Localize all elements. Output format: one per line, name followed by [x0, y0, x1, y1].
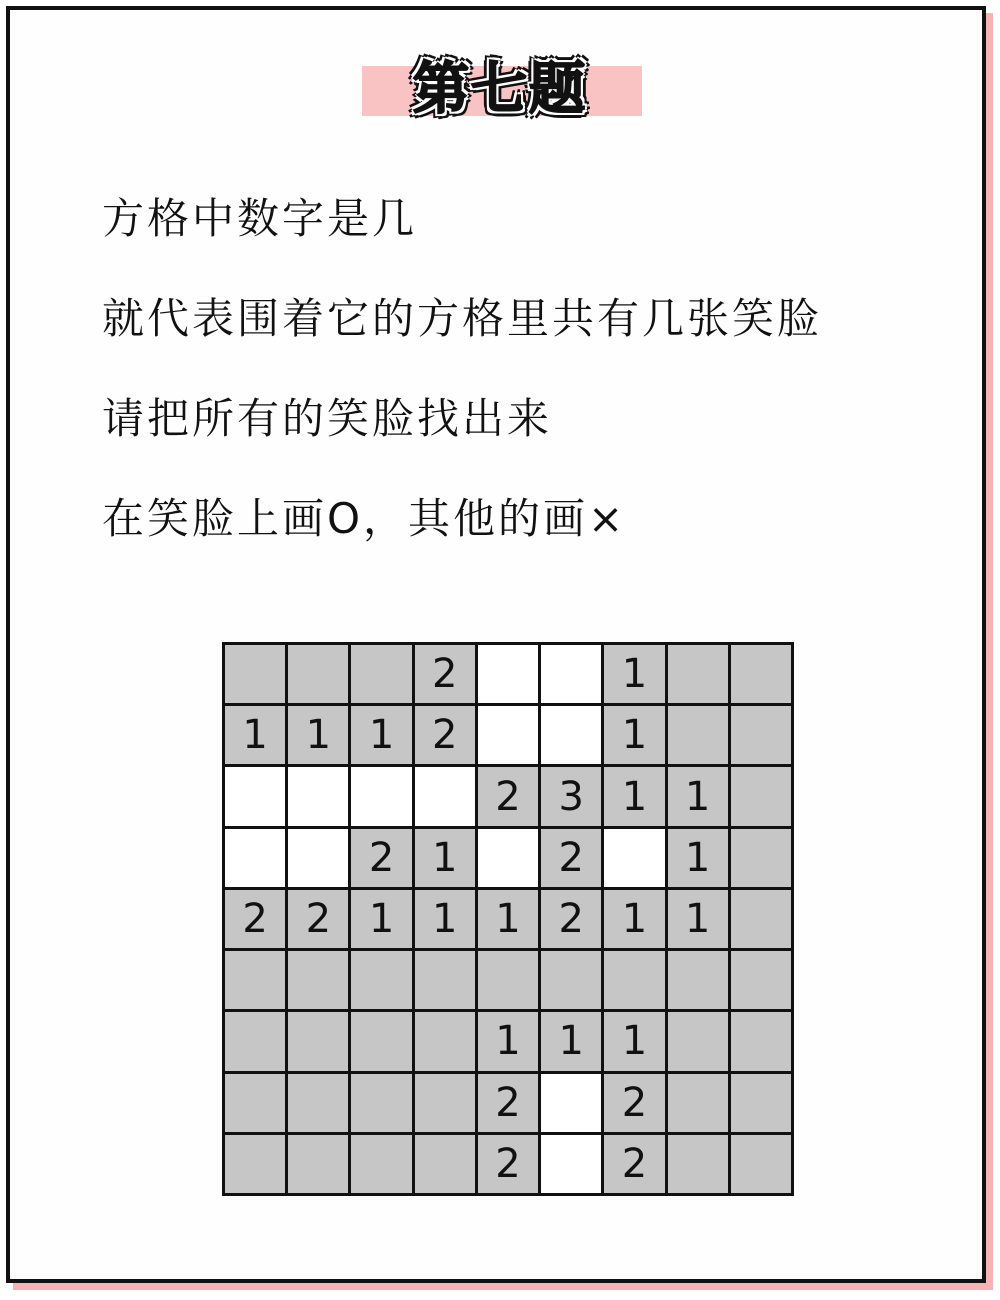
grid-cell-r9-c1[interactable] — [225, 1135, 285, 1193]
grid-cell-r2-c2[interactable]: 1 — [288, 706, 348, 764]
grid-cell-r4-c1[interactable] — [225, 829, 285, 887]
instruction-line-1: 方格中数字是几 — [102, 194, 418, 243]
grid-cell-r6-c3[interactable] — [351, 951, 411, 1009]
grid-cell-r3-c4[interactable] — [415, 767, 475, 825]
grid-cell-r5-c4[interactable]: 1 — [415, 890, 475, 948]
grid-cell-r9-c5[interactable]: 2 — [478, 1135, 538, 1193]
grid-cell-r8-c5[interactable]: 2 — [478, 1074, 538, 1132]
grid-cell-r5-c2[interactable]: 2 — [288, 890, 348, 948]
grid-cell-r9-c2[interactable] — [288, 1135, 348, 1193]
grid-cell-r7-c9[interactable] — [731, 1012, 791, 1070]
grid-cell-r2-c7[interactable]: 1 — [604, 706, 664, 764]
grid-cell-r8-c9[interactable] — [731, 1074, 791, 1132]
grid-cell-r3-c9[interactable] — [731, 767, 791, 825]
grid-cell-r3-c1[interactable] — [225, 767, 285, 825]
grid-cell-r7-c5[interactable]: 1 — [478, 1012, 538, 1070]
grid-cell-r3-c6[interactable]: 3 — [541, 767, 601, 825]
grid-cell-r8-c7[interactable]: 2 — [604, 1074, 664, 1132]
instruction-line-4: 在笑脸上画O，其他的画× — [102, 494, 627, 543]
grid-cell-r6-c8[interactable] — [668, 951, 728, 1009]
grid-cell-r9-c7[interactable]: 2 — [604, 1135, 664, 1193]
grid-cell-r1-c3[interactable] — [351, 645, 411, 703]
grid-cell-r9-c8[interactable] — [668, 1135, 728, 1193]
instruction-line-3: 请把所有的笑脸找出来 — [102, 394, 553, 443]
grid-cell-r3-c7[interactable]: 1 — [604, 767, 664, 825]
grid-cell-r6-c5[interactable] — [478, 951, 538, 1009]
grid-cell-r7-c1[interactable] — [225, 1012, 285, 1070]
grid-cell-r7-c8[interactable] — [668, 1012, 728, 1070]
grid-cell-r2-c9[interactable] — [731, 706, 791, 764]
grid-cell-r9-c3[interactable] — [351, 1135, 411, 1193]
grid-cell-r4-c6[interactable]: 2 — [541, 829, 601, 887]
grid-cell-r4-c8[interactable]: 1 — [668, 829, 728, 887]
grid-cell-r9-c9[interactable] — [731, 1135, 791, 1193]
grid-cell-r7-c7[interactable]: 1 — [604, 1012, 664, 1070]
grid-cell-r8-c1[interactable] — [225, 1074, 285, 1132]
grid-cell-r2-c4[interactable]: 2 — [415, 706, 475, 764]
puzzle-grid — [222, 642, 794, 1196]
instruction-line-2: 就代表围着它的方格里共有几张笑脸 — [102, 294, 823, 343]
grid-cell-r3-c3[interactable] — [351, 767, 411, 825]
grid-cell-r1-c2[interactable] — [288, 645, 348, 703]
grid-cell-r3-c5[interactable]: 2 — [478, 767, 538, 825]
grid-cell-r6-c1[interactable] — [225, 951, 285, 1009]
grid-cell-r5-c3[interactable]: 1 — [351, 890, 411, 948]
grid-cell-r4-c5[interactable] — [478, 829, 538, 887]
grid-cell-r7-c3[interactable] — [351, 1012, 411, 1070]
grid-cell-r8-c8[interactable] — [668, 1074, 728, 1132]
grid-cell-r9-c4[interactable] — [415, 1135, 475, 1193]
grid-cell-r2-c3[interactable]: 1 — [351, 706, 411, 764]
grid-cell-r6-c2[interactable] — [288, 951, 348, 1009]
grid-cell-r7-c4[interactable] — [415, 1012, 475, 1070]
grid-cell-r5-c9[interactable] — [731, 890, 791, 948]
grid-cell-r1-c5[interactable] — [478, 645, 538, 703]
grid-cell-r4-c9[interactable] — [731, 829, 791, 887]
puzzle-title: 第七题 — [413, 57, 587, 122]
grid-cell-r5-c6[interactable]: 2 — [541, 890, 601, 948]
grid-cell-r6-c6[interactable] — [541, 951, 601, 1009]
grid-cell-r1-c8[interactable] — [668, 645, 728, 703]
grid-cell-r8-c4[interactable] — [415, 1074, 475, 1132]
grid-cell-r3-c8[interactable]: 1 — [668, 767, 728, 825]
grid-cell-r4-c4[interactable]: 1 — [415, 829, 475, 887]
grid-cell-r5-c8[interactable]: 1 — [668, 890, 728, 948]
grid-cell-r5-c1[interactable]: 2 — [225, 890, 285, 948]
grid-cell-r1-c4[interactable]: 2 — [415, 645, 475, 703]
grid-cell-r5-c7[interactable]: 1 — [604, 890, 664, 948]
grid-cell-r3-c2[interactable] — [288, 767, 348, 825]
grid-cell-r8-c3[interactable] — [351, 1074, 411, 1132]
grid-cell-r9-c6[interactable] — [541, 1135, 601, 1193]
grid-cell-r7-c6[interactable]: 1 — [541, 1012, 601, 1070]
grid-cell-r6-c4[interactable] — [415, 951, 475, 1009]
grid-cell-r1-c6[interactable] — [541, 645, 601, 703]
grid-cell-r6-c9[interactable] — [731, 951, 791, 1009]
grid-cell-r2-c6[interactable] — [541, 706, 601, 764]
grid-cell-r2-c1[interactable]: 1 — [225, 706, 285, 764]
grid-cell-r8-c2[interactable] — [288, 1074, 348, 1132]
grid-cell-r1-c9[interactable] — [731, 645, 791, 703]
grid-cell-r1-c1[interactable] — [225, 645, 285, 703]
grid-cell-r4-c7[interactable] — [604, 829, 664, 887]
grid-cell-r6-c7[interactable] — [604, 951, 664, 1009]
grid-cell-r7-c2[interactable] — [288, 1012, 348, 1070]
grid-cell-r2-c5[interactable] — [478, 706, 538, 764]
grid-cell-r1-c7[interactable]: 1 — [604, 645, 664, 703]
grid-cell-r4-c2[interactable] — [288, 829, 348, 887]
grid-cell-r2-c8[interactable] — [668, 706, 728, 764]
grid-cell-r5-c5[interactable]: 1 — [478, 890, 538, 948]
grid-cell-r4-c3[interactable]: 2 — [351, 829, 411, 887]
grid-cell-r8-c6[interactable] — [541, 1074, 601, 1132]
